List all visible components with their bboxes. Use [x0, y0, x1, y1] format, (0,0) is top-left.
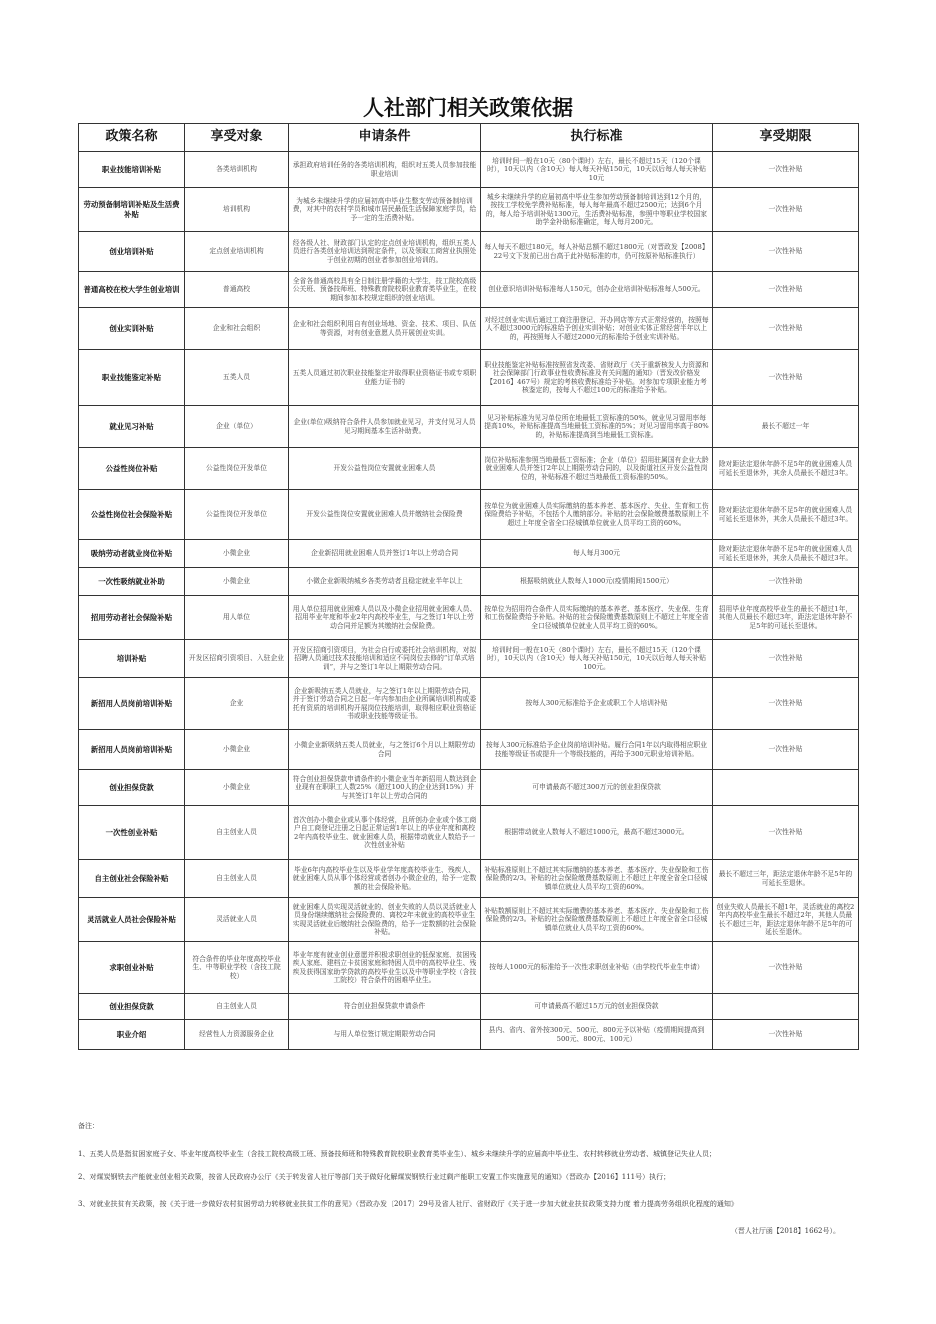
policy-name-cell: 普通高校在校大学生创业培训 [79, 272, 185, 308]
period-cell: 一次性补助 [713, 568, 859, 596]
period-cell: 除对距法定退休年龄不足5年的就业困难人员可延长至退休外，其余人员最长不超过3年。 [713, 448, 859, 490]
target-cell: 自主创业人员 [185, 994, 289, 1020]
condition-cell: 与用人单位签订规定期限劳动合同 [289, 1020, 481, 1050]
period-cell: 一次性补贴 [713, 678, 859, 730]
period-cell: 除对距法定退休年龄不足5年的就业困难人员可延长至退休外，其余人员最长不超过3年。 [713, 490, 859, 540]
standard-cell: 按单位为就业困难人员实际缴纳的基本养老、基本医疗、失业、生育和工伤保险费给予补贴，不包括个人缴纳部分。补贴的社会保险缴费基数原则上不超过上年度全省全口径城镇单位就业人员平均工资的60%。 [481, 490, 713, 540]
table-row [79, 730, 859, 770]
condition-cell: 企业新吸纳五类人员就业，与之签订1年以上期限劳动合同，并于签订劳动合同之日起一年内参加由企业所属培训机构或委托有资质的培训机构开展岗位技能培训，取得相应职业资格证书或职业技能等级证书。 [289, 678, 481, 730]
standard-cell: 每人每天不超过180元，每人补贴总额不超过1800元（对晋政发【2008】22号文下发前已出台高于此补贴标准的市，仍可按原补贴标准执行） [481, 232, 713, 272]
standard-cell: 按单位为招用符合条件人员实际缴纳的基本养老、基本医疗、失业保、生育和工伤保险费给予补贴。补贴的社会保险缴费基数原则上不超过上年度全省全口径城镇单位就业人员平均工资的60%。 [481, 596, 713, 640]
condition-cell: 企业和社会组织利用自有创业场地、资金、技术、项目、队伍等资源，对有创业意愿人员开展创业实训。 [289, 308, 481, 350]
condition-cell: 承担政府培训任务的各类培训机构，组织对五类人员参加技能职业培训 [289, 152, 481, 188]
policy-name-cell: 新招用人员岗前培训补贴 [79, 678, 185, 730]
target-cell: 自主创业人员 [185, 806, 289, 860]
period-cell: 招用毕业年度高校毕业生的最长不超过1年，其他人员最长不超过3年，距法定退休年龄不足5年的可延长至退休。 [713, 596, 859, 640]
header-standard: 执行标准 [481, 124, 713, 152]
table-row [79, 596, 859, 640]
policy-name-cell: 吸纳劳动者就业岗位补贴 [79, 540, 185, 568]
condition-cell: 全省各普通高校具有全日制注册学籍的大学生，技工院校高级公关班、预备技师班、特殊教育院校职业教育类毕业生，在校期间参加本校规定组织的创业培训。 [289, 272, 481, 308]
standard-cell: 可申请最高不超过15万元的创业担保贷款 [481, 994, 713, 1020]
target-cell: 企业 [185, 678, 289, 730]
condition-cell: 就业困难人员实现灵活就业的、创业失败的人员以灵活就业人员身份继续缴纳社会保险费的、离校2年未就业的高校毕业生实现灵活就业后缴纳社会保险费的，给予一定数额的社会保险补贴。 [289, 898, 481, 942]
target-cell: 灵活就业人员 [185, 898, 289, 942]
policy-name-cell: 职业技能培训补贴 [79, 152, 185, 188]
standard-cell: 可申请最高不超过300万元的创业担保贷款 [481, 770, 713, 806]
target-cell: 小微企业 [185, 568, 289, 596]
policy-name-cell: 创业担保贷款 [79, 994, 185, 1020]
condition-cell: 首次创办小微企业或从事个体经营，且所创办企业或个体工商户自工商登记注册之日起正常运营1年以上的毕业年度和离校2年内高校毕业生、就业困难人员，根据带动就业人数给予一次性创业补贴 [289, 806, 481, 860]
target-cell: 普通高校 [185, 272, 289, 308]
target-cell: 经营性人力资源服务企业 [185, 1020, 289, 1050]
policy-name-cell: 创业实训补贴 [79, 308, 185, 350]
policy-table [78, 123, 859, 1050]
table-row [79, 568, 859, 596]
target-cell: 小微企业 [185, 540, 289, 568]
table-row [79, 152, 859, 188]
standard-cell: 县内、省内、省外按300元、500元、800元予以补贴（疫情期间提高到500元、800元、100元） [481, 1020, 713, 1050]
note-item: 1、五类人员是指贫困家庭子女、毕业年度高校毕业生（含技工院校高级工班、预备技师班和特殊教育院校职业教育类毕业生）、城乡未继续升学的应届高中毕业生、农村转移就业劳动者、城镇登记失业人员； [78, 1150, 716, 1158]
target-cell: 各类培训机构 [185, 152, 289, 188]
period-cell: 一次性补贴 [713, 272, 859, 308]
table-row [79, 770, 859, 806]
target-cell: 用人单位 [185, 596, 289, 640]
standard-cell: 岗位补贴标准参照当地最低工资标准；企业（单位）招用驻属国有企业大龄就业困难人员并签订2年以上期限劳动合同的，以及街道社区开发公益性岗位的，补贴标准不超过当地最低工资标准的50%。 [481, 448, 713, 490]
notes-label: 备注： [78, 1122, 99, 1130]
target-cell: 公益性岗位开发单位 [185, 448, 289, 490]
condition-cell: 经各级人社、财政部门认定的定点创业培训机构，组织五类人员进行各类创业培训达到规定条件，以及领取工商营业执照处于创业初期的创业者参加创业培训的。 [289, 232, 481, 272]
policy-name-cell: 职业技能鉴定补贴 [79, 350, 185, 406]
condition-cell: 开发区招商引资项目，为社会自行或委托社会培训机构，对拟招聘人员通过技术技能培训和适应不同岗位去修的“订单式培训”，并与之签订1年以上期限劳动合同。 [289, 640, 481, 678]
policy-name-cell: 自主创业社会保险补贴 [79, 860, 185, 898]
standard-cell: 见习补贴标准为见习单位所在地最低工资标准的50%，就业见习留用率每提高10%，补贴标准提高当地最低工资标准的5%；对见习留用率高于80%的，补贴标准提高到当地最低工资标准。 [481, 406, 713, 448]
target-cell: 公益性岗位开发单位 [185, 490, 289, 540]
header-condition: 申请条件 [289, 124, 481, 152]
table-header-row [79, 124, 859, 152]
policy-name-cell: 公益性岗位社会保险补贴 [79, 490, 185, 540]
policy-name-cell: 职业介绍 [79, 1020, 185, 1050]
target-cell: 培训机构 [185, 188, 289, 232]
notes-tail: （晋人社厅函【2018】1662号）。 [730, 1227, 840, 1235]
period-cell [713, 770, 859, 806]
condition-cell: 为城乡未继续升学的应届初高中毕业生整支劳动预备制培训费，对其中的农村学员和城市居民最低生活保障家庭学员，给予一定的生活费补贴。 [289, 188, 481, 232]
condition-cell: 毕业年度有就业创业意愿并积极求职创业的低保家庭、贫困残疾人家庭、建档立卡贫困家庭和特困人员中的高校毕业生、残疾及获得国家助学贷款的高校毕业生以及中等职业学校（含技工院校）符合条件的困难毕业生。 [289, 942, 481, 994]
condition-cell: 企业新招用就业困难人员并签订1年以上劳动合同 [289, 540, 481, 568]
policy-name-cell: 创业培训补贴 [79, 232, 185, 272]
target-cell: 定点创业培训机构 [185, 232, 289, 272]
table-row [79, 1020, 859, 1050]
header-target: 享受对象 [185, 124, 289, 152]
table-row [79, 308, 859, 350]
policy-name-cell: 培训补贴 [79, 640, 185, 678]
standard-cell: 每人每月300元 [481, 540, 713, 568]
condition-cell: 符合创业担保贷款申请条件的小微企业当年新招用人数达到企业现有在职职工人数25%（超过100人的企业达到15%）并与其签订1年以上劳动合同的 [289, 770, 481, 806]
period-cell: 创业失败人员最长不超1年，灵活就业的离校2年内高校毕业生最长不超过2年，其他人员最长不超过三年，距法定退休年龄不足5年的可延长至退休。 [713, 898, 859, 942]
period-cell: 一次性补贴 [713, 730, 859, 770]
period-cell: 最长不超过三年，距法定退休年龄不足5年的可延长至退休。 [713, 860, 859, 898]
standard-cell: 补贴数额原则上不超过其实际缴费的基本养老、基本医疗、失业保险和工伤保险费的2/3。补贴的社会保险缴费基数原则上不超过上年度全省全口径城镇单位就业人员平均工资的60%。 [481, 898, 713, 942]
table-row [79, 806, 859, 860]
policy-name-cell: 招用劳动者社会保险补贴 [79, 596, 185, 640]
condition-cell: 小微企业新吸纳城乡各类劳动者且稳定就业半年以上 [289, 568, 481, 596]
table-row [79, 860, 859, 898]
policy-name-cell: 一次性吸纳就业补助 [79, 568, 185, 596]
policy-name-cell: 就业见习补贴 [79, 406, 185, 448]
page-title: 人社部门相关政策依据 [363, 96, 573, 120]
table-row [79, 406, 859, 448]
period-cell: 一次性补贴 [713, 942, 859, 994]
standard-cell: 按每人300元标准给予企业岗前培训补贴。履行合同1年以内取得相应职业技能等级证书或提升一个等级技能的，再给予300元职业培训补贴。 [481, 730, 713, 770]
table-row [79, 448, 859, 490]
period-cell: 一次性补贴 [713, 1020, 859, 1050]
target-cell: 企业（单位） [185, 406, 289, 448]
table-row [79, 272, 859, 308]
table-row [79, 350, 859, 406]
condition-cell: 开发公益性岗位安置就业困难人员 [289, 448, 481, 490]
header-policy-name: 政策名称 [79, 124, 185, 152]
standard-cell: 补贴标准原则上不超过其实际缴纳的基本养老、基本医疗、失业保险和工伤保险费的2/3。补贴的社会保险缴费基数原则上不超过上年度全省全口径城镇单位就业人员平均工资的60%。 [481, 860, 713, 898]
standard-cell: 对经过创业实训后通过工商注册登记、开办网店等方式正常经营的，按照每人不超过3000元的标准给予创业实训补贴；对创业实体正常经营半年以上的，再按照每人不超过2000元的标准给予创业实训补贴。 [481, 308, 713, 350]
period-cell: 一次性补贴 [713, 188, 859, 232]
period-cell: 一次性补贴 [713, 152, 859, 188]
target-cell: 小微企业 [185, 730, 289, 770]
condition-cell: 用人单位招用就业困难人员以及小微企业招用就业困难人员、招用毕业年度和毕业2年内高校毕业生，与之签订1年以上劳动合同并足额为其缴纳社会保险费。 [289, 596, 481, 640]
table-row [79, 188, 859, 232]
standard-cell: 培训时间一般在10天（80个课时）左右，最长不超过15天（120个课时），10天以内（含10天）每人每天补贴150元，10天以后每人每天补贴10元 [481, 152, 713, 188]
period-cell: 一次性补贴 [713, 308, 859, 350]
standard-cell: 按每人300元标准给予企业或职工个人培训补贴 [481, 678, 713, 730]
table-row [79, 898, 859, 942]
table-row [79, 942, 859, 994]
standard-cell: 按每人1000元的标准给予一次性求职创业补贴（由学校代毕业生申请） [481, 942, 713, 994]
period-cell [713, 994, 859, 1020]
condition-cell: 五类人员通过初次职业技能鉴定并取得职业资格证书或专项职业能力证书的 [289, 350, 481, 406]
period-cell: 一次性补贴 [713, 640, 859, 678]
standard-cell: 培训时间一般在10天（80个课时）左右，最长不超过15天（120个课时），10天以内（含10天）每人每天补贴150元，10天以后每人每天补贴100元。 [481, 640, 713, 678]
table-row [79, 540, 859, 568]
table-row [79, 640, 859, 678]
target-cell: 五类人员 [185, 350, 289, 406]
standard-cell: 根据带动就业人数每人不超过1000元，最高不超过3000元。 [481, 806, 713, 860]
policy-name-cell: 一次性创业补贴 [79, 806, 185, 860]
table-row [79, 490, 859, 540]
period-cell: 最长不超过一年 [713, 406, 859, 448]
period-cell: 除对距法定退休年龄不足5年的就业困难人员可延长至退休外，其余人员最长不超过3年。 [713, 540, 859, 568]
period-cell: 一次性补贴 [713, 232, 859, 272]
period-cell: 一次性补贴 [713, 806, 859, 860]
condition-cell: 小微企业新吸纳五类人员就业，与之签订6个月以上期限劳动合同 [289, 730, 481, 770]
target-cell: 小微企业 [185, 770, 289, 806]
standard-cell: 创业意识培训补贴标准每人150元，创办企业培训补贴标准每人500元。 [481, 272, 713, 308]
note-item: 3、对就业扶贫有关政策，按《关于进一步做好农村贫困劳动力转移就业扶贫工作的意见》（晋政办发〔2017〕29号及省人社厅、省财政厅《关于进一步加大就业扶贫政策支持力度 着力提高劳务组织化程度的通知》 [78, 1200, 738, 1208]
target-cell: 开发区招商引资项目、入驻企业 [185, 640, 289, 678]
policy-name-cell: 劳动预备制培训补贴及生活费补贴 [79, 188, 185, 232]
policy-name-cell: 求职创业补贴 [79, 942, 185, 994]
target-cell: 符合条件的毕业年度高校毕业生、中等职业学校（含技工院校） [185, 942, 289, 994]
standard-cell: 城乡未继续升学的应届初高中毕业生参加劳动预备制培训达到12个月的，按技工学校免学费补贴标准，每人每年最高不超过2500元；达到6个月的，每人给予培训补贴1300元，生活费补贴标准，参照中等职业学校国家助学金补助标准确定，每人每月200元。 [481, 188, 713, 232]
table-row [79, 678, 859, 730]
policy-name-cell: 灵活就业人员社会保险补贴 [79, 898, 185, 942]
condition-cell: 开发公益性岗位安置就业困难人员并缴纳社会保险费 [289, 490, 481, 540]
header-period: 享受期限 [713, 124, 859, 152]
policy-name-cell: 新招用人员岗前培训补贴 [79, 730, 185, 770]
target-cell: 企业和社会组织 [185, 308, 289, 350]
policy-name-cell: 创业担保贷款 [79, 770, 185, 806]
note-item: 2、对煤炭钢铁去产能就业创业相关政策，按省人民政府办公厅《关于转发省人社厅等部门关于做好化解煤炭钢铁行业过剩产能职工安置工作实施意见的通知》（晋政办【2016】111号）执行； [78, 1173, 671, 1181]
table-row [79, 232, 859, 272]
condition-cell: 毕业6年内高校毕业生以及毕业学年度高校毕业生、残疾人、就业困难人员从事个体经营或者创办小微企业的，给予一定数额的社会保险补贴。 [289, 860, 481, 898]
standard-cell: 根据吸纳就业人数每人1000元(疫情期间1500元） [481, 568, 713, 596]
table-row [79, 994, 859, 1020]
period-cell: 一次性补贴 [713, 350, 859, 406]
target-cell: 自主创业人员 [185, 860, 289, 898]
condition-cell: 符合创业担保贷款申请条件 [289, 994, 481, 1020]
standard-cell: 职业技能鉴定补贴标准按照省发改委、省财政厅《关于重新核发人力资源和社会保障部门行政事业性收费标准及有关问题的通知》（晋发改价格发【2016】467号）规定的考核收费标准给予补贴。对参加专项职业能力考核鉴定的，按每人不超过100元的标准给予补贴。 [481, 350, 713, 406]
condition-cell: 企业(单位)吸纳符合条件人员参加就业见习，并支付见习人员见习期间基本生活补助费。 [289, 406, 481, 448]
policy-name-cell: 公益性岗位补贴 [79, 448, 185, 490]
